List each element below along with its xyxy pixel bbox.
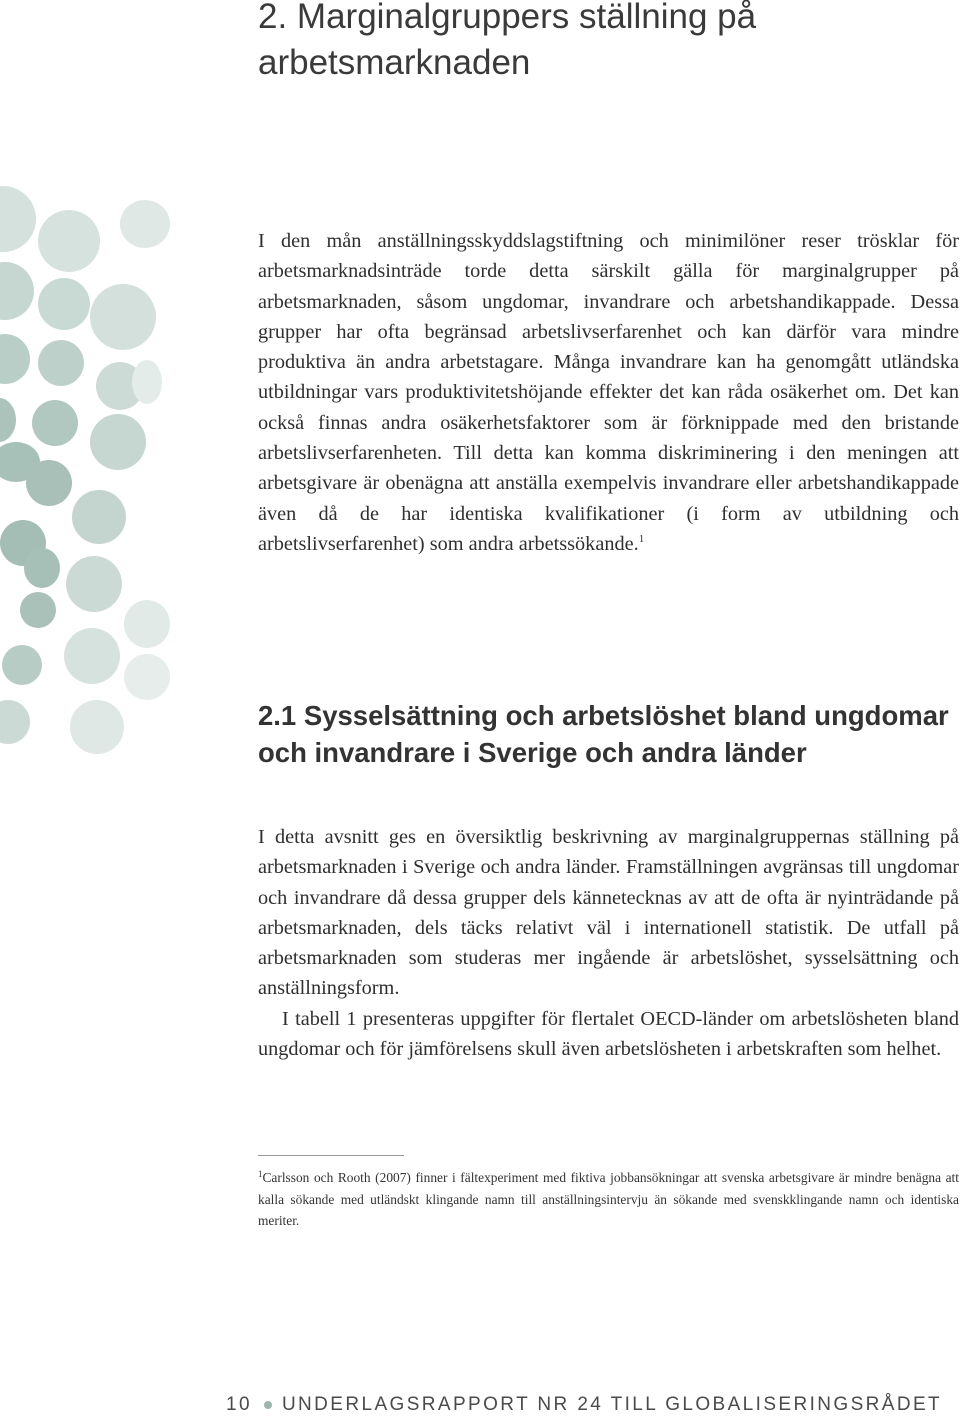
decor-dot: [0, 334, 30, 384]
page-footer: [226, 1392, 942, 1418]
decor-dot: [2, 645, 42, 685]
decorative-dot-pattern: [0, 0, 170, 760]
decor-dot: [124, 654, 170, 700]
decor-dot: [120, 200, 170, 248]
section-paragraph-1: I detta avsnitt ges en översiktlig beskrivning av marginalgruppernas ställning på arbetsmarknaden i Sverige och andra länder. Framställningen avgränsas till ungdomar och invandrare då dessa grupper dels kännetecknas av att de ofta är nyinträdande på arbetsmarknaden, dels täcks relativt väl i internationell statistik. De utfall på arbetsmarknaden som studeras mer ingående är arbetslöshet, sysselsättning och anställningsform.: [258, 826, 959, 1000]
decor-dot: [0, 398, 16, 442]
running-title: UNDERLAGSRAPPORT NR 24 TILL GLOBALISERINGSRÅDET: [281, 1394, 943, 1415]
intro-text: [258, 226, 959, 559]
decor-dot: [26, 460, 72, 506]
footnote: [258, 1167, 959, 1232]
decor-dot: [70, 700, 124, 754]
decor-dot: [124, 600, 170, 648]
decor-dot: [24, 548, 60, 588]
footnote-reference: 1: [638, 532, 645, 545]
decor-dot: [132, 360, 162, 404]
footnote-text: Carlsson och Rooth (2007) finner i fältexperiment med fiktiva jobbansökningar att svenska arbetsgivare är mindre benägna att kalla sökande med utländskt klingande namn till anställningsintervju än sökande med svenskklingande namn och identiska meriter.: [258, 1170, 959, 1228]
decor-dot: [0, 186, 36, 252]
decor-dot: [38, 278, 90, 330]
footnote-number: 1: [258, 1169, 263, 1179]
decor-dot: [90, 284, 156, 350]
page-number: 10: [226, 1394, 252, 1415]
footer-bullet-icon: [264, 1401, 272, 1409]
intro-paragraph-text: I den mån anställningsskyddslagstiftning och minimilöner reser trösklar för arbetsmarknadsinträde torde detta särskilt gälla för marginalgrupper på arbetsmarknaden, såsom ungdomar, invandrare och arbetshandikappade. Dessa grupper har ofta begränsad arbetslivserfarenhet och kan därför vara mindre produktiva än andra arbetstagare. Många invandrare kan ha genomgått utländska utbildningar vars produktivitetshöjande effekter det kan råda osäkerhet om. Det kan också finnas andra osäkerhetsfaktorer som är förknippade med den bristande arbetslivserfarenheten. Till detta kan komma diskriminering i den meningen att arbetsgivare är obenägna att anställa exempelvis invandrare eller arbetshandikappade även då de har identiska kvalifikationer (i form av utbildning och arbetslivserfarenhet) som andra arbetssökande.: [258, 230, 959, 555]
section-body: [258, 822, 959, 1064]
intro-paragraph: [258, 226, 959, 559]
section-paragraph-2: I tabell 1 presenteras uppgifter för flertalet OECD-länder om arbetslösheten bland ungdomar och för jämförelsens skull även arbetslösheten i arbetskraften som helhet.: [258, 1007, 959, 1061]
decor-dot: [90, 414, 146, 470]
decor-dot: [0, 700, 30, 744]
decor-dot: [0, 262, 34, 320]
decor-dot: [20, 592, 56, 628]
decor-dot: [72, 490, 126, 544]
decor-dot: [32, 400, 78, 446]
decor-dot: [38, 340, 84, 386]
decor-dot: [64, 628, 120, 684]
chapter-title: 2. Marginalgruppers ställning på arbetsmarknaden: [258, 0, 757, 82]
section-title: 2.1 Sysselsättning och arbetslöshet bland ungdomar och invandrare i Sverige och andra länder: [258, 700, 949, 768]
decor-dot: [66, 556, 122, 612]
footnote-divider: [258, 1155, 404, 1156]
decor-dot: [38, 210, 100, 272]
